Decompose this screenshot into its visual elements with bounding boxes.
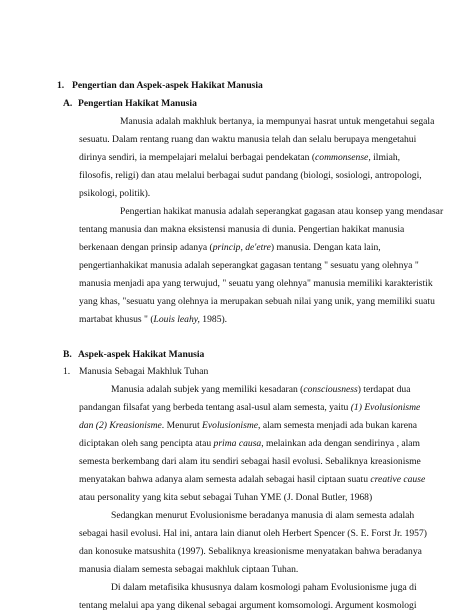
paragraph-b1-line: [79, 420, 417, 431]
italic-term: (1) Evolusionisme: [350, 402, 421, 413]
paragraph-a1-line: Manusia adalah makhluk bertanya, ia mempunyai hasrat untuk mengetahui segala: [120, 116, 435, 127]
italic-term: consciousness: [303, 384, 358, 395]
item-1-title: Manusia Sebagai Makhluk Tuhan: [79, 366, 209, 377]
text-run: pandangan filsafat yang berbeda tentang asal-usul alam semesta, yaitu: [79, 402, 351, 413]
paragraph-b1-line: [111, 384, 410, 395]
paragraph-b1-line: [79, 402, 420, 413]
text-run: . Menurut: [161, 420, 203, 431]
text-run: ) terdapat dua: [357, 384, 411, 395]
paragraph-b1-line: [79, 438, 420, 449]
paragraph-a2-line: yang khas, "sesuatu yang olehnya ia merupakan sebuah nilai yang unik, yang memiliki suatu: [79, 296, 435, 307]
document-heading: Pengertian dan Aspek-aspek Hakikat Manusia: [72, 80, 263, 91]
italic-citation: Louis leahy,: [153, 314, 200, 325]
paragraph-a2-line: [79, 242, 381, 253]
text-run: menyatakan bahwa adanya alam semesta adalah sebagai hasil ciptaan suatu: [79, 474, 371, 485]
paragraph-a1-line: psikologi, politik).: [79, 188, 151, 199]
paragraph-b1-line: atau personality yang kita sebut sebagai Tuhan YME (J. Donal Butler, 1968): [79, 492, 373, 503]
heading-number: 1.: [57, 80, 65, 91]
paragraph-b2-line: Sedangkan menurut Evolusionisme beradanya manusia di alam semesta adalah: [111, 510, 415, 521]
paragraph-b1-line: semesta berkembang dari alam itu sendiri sebagai hasil evolusi. Sebaliknya kreasionisme: [79, 456, 421, 467]
italic-term: dan (2) Kreasionisme: [79, 420, 162, 431]
paragraph-a2-line: tentang manusia dan makna eksistensi manusia di dunia. Pengertian hakikat manusia: [79, 224, 405, 235]
item-1-number: 1.: [63, 366, 71, 377]
paragraph-b2-line: dan konosuke matsushita (1997). Sebaliknya kreasionisme menyatakan bahwa beradanya: [79, 546, 422, 557]
text-run: Manusia adalah subjek yang memiliki kesadaran (: [111, 384, 304, 395]
paragraph-a2-line: pengertianhakikat manusia adalah seperangkat gagasan tentang " sesuatu yang olehnya ": [79, 260, 419, 271]
text-run: , melainkan ada dengan sendirinya , alam: [261, 438, 421, 449]
text-run: , ilmiah,: [368, 152, 401, 163]
italic-term: prima causa: [213, 438, 262, 449]
paragraph-b1-line: [79, 474, 425, 485]
italic-term: commonsense: [315, 152, 369, 163]
section-b-title: Aspek-aspek Hakikat Manusia: [78, 349, 205, 360]
paragraph-a2-line: manusia menjadi apa yang terwujud, " seuatu yang olehnya" manusia memiliki karakteristik: [79, 278, 433, 289]
paragraph-b2-line: manusia dialam semesta sebagai makhluk ciptaan Tuhan.: [79, 564, 299, 575]
text-run: diciptakan oleh sang pencipta atau: [79, 438, 214, 449]
italic-term: princip, de'etre: [212, 242, 271, 253]
section-a-title: Pengertian Hakikat Manusia: [78, 98, 197, 109]
text-run: berkenaan dengan prinsip adanya (: [79, 242, 213, 253]
text-run: martabat khusus " (: [79, 314, 154, 325]
section-a-letter: A.: [63, 98, 73, 109]
italic-term: creative cause: [370, 474, 426, 485]
italic-term: Evolusionisme: [202, 420, 259, 431]
paragraph-a1-line: filosofis, religi) dan atau melalui berbagai sudut pandang (biologi, sosiologi, antropologi,: [79, 170, 422, 181]
paragraph-a2-line: Pengertian hakikat manusia adalah seperangkat gagasan atau konsep yang mendasar: [120, 206, 444, 217]
paragraph-b3-line: Di dalam metafisika khususnya dalam kosmologi paham Evolusionisme juga di: [111, 582, 417, 593]
text-run: dirinya sendiri, ia mempelajari melalui berbagai pendekatan (: [79, 152, 316, 163]
paragraph-a2-line: [79, 314, 227, 325]
text-run: ) manusia. Dengan kata lain,: [270, 242, 381, 253]
text-run: 1985).: [199, 314, 228, 325]
text-run: , alam semesta menjadi ada bukan karena: [258, 420, 418, 431]
paragraph-a1-line: sesuatu. Dalam rentang ruang dan waktu manusia telah dan selalu berupaya mengetahui: [79, 134, 417, 145]
paragraph-b3-line: tentang melalui apa yang dikenal sebagai argument komsomologi. Argument kosmologi: [79, 600, 417, 611]
section-b-letter: B.: [63, 349, 72, 360]
paragraph-b2-line: sebagai hasil evolusi. Hal ini, antara lain dianut oleh Herbert Spencer (S. E. Forst Jr. 1957): [79, 528, 427, 539]
paragraph-a1-line: [79, 152, 400, 163]
